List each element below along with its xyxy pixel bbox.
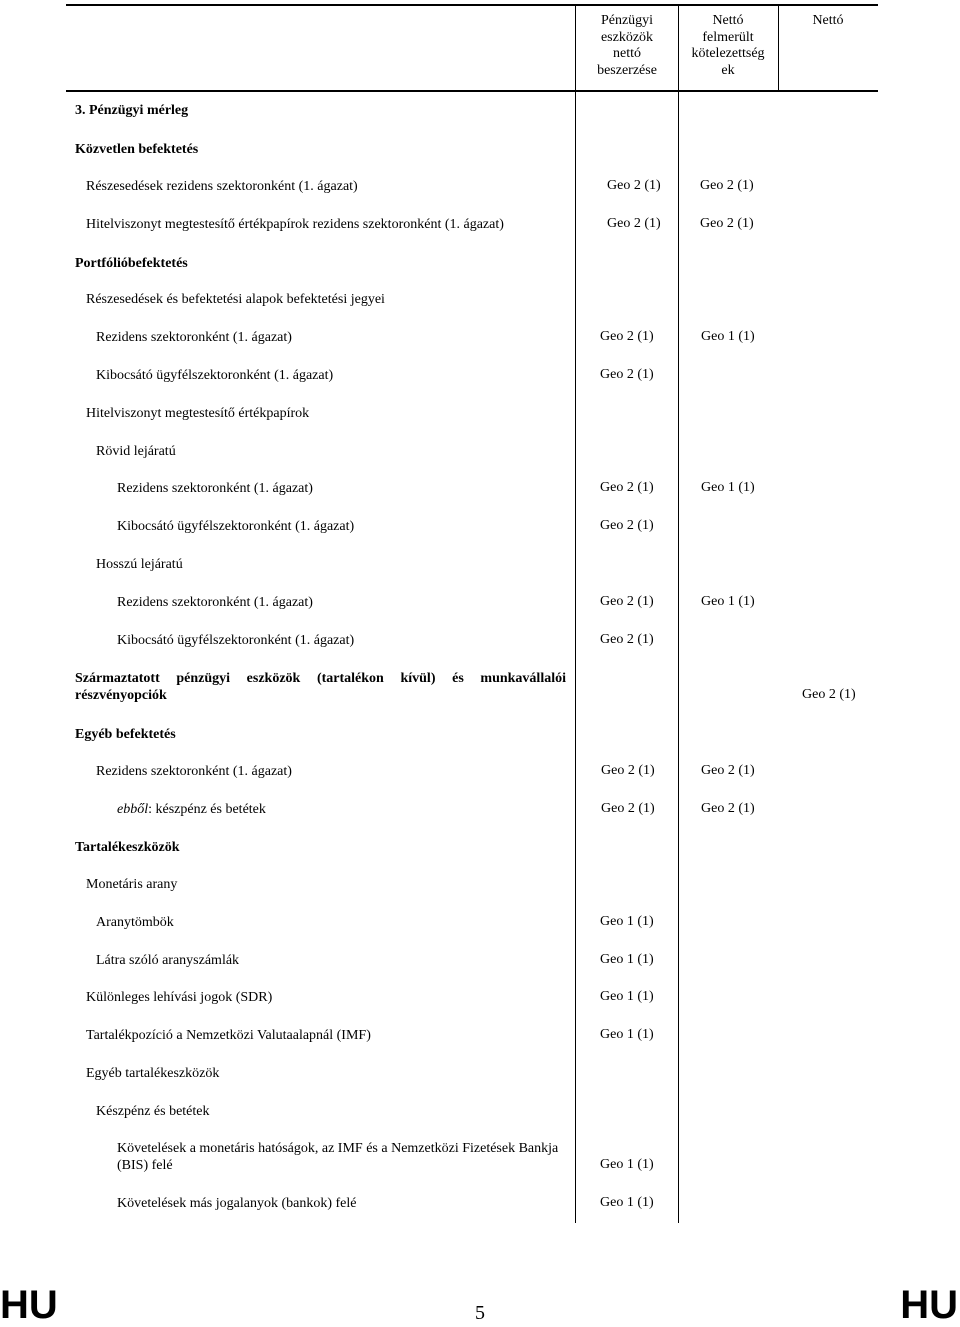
footer-language-code-right: HU (900, 1283, 958, 1327)
row-label: Kibocsátó ügyfélszektoronként (1. ágazat) (117, 519, 355, 534)
value-cell: Geo 1 (1) (701, 480, 755, 495)
value-cell: Geo 1 (1) (600, 952, 654, 967)
value-cell: Geo 2 (1) (700, 216, 754, 231)
row-label: Rezidens szektoronként (1. ágazat) (96, 330, 292, 345)
row-label-of-which (117, 801, 266, 818)
value-cell: Geo 2 (1) (600, 632, 654, 647)
row-label: Részesedések rezidens szektoronként (1. ágazat) (86, 179, 358, 194)
row-label: Követelések más jogalanyok (bankok) felé (117, 1196, 357, 1211)
row-label: Hitelviszonyt megtestesítő értékpapírok rezidens szektoronként (1. ágazat) (86, 217, 504, 232)
header-bottom-rule (66, 90, 878, 92)
row-label: : készpénz és betétek (148, 802, 266, 817)
column-header-liabilities: Nettó felmerült kötelezettség ek (691, 13, 765, 78)
row-label: Hosszú lejáratú (96, 557, 183, 572)
row-label: Követelések a monetáris hatóságok, az IMF és a Nemzetközi Fizetések Bankja (BIS) felé (117, 1141, 559, 1173)
value-cell: Geo 1 (1) (600, 989, 654, 1004)
row-label: Aranytömbök (96, 915, 174, 930)
column-header-net: Nettó (812, 13, 844, 28)
row-label: Különleges lehívási jogok (SDR) (86, 990, 273, 1005)
row-label: Rezidens szektoronként (1. ágazat) (117, 595, 313, 610)
footer-language-code-left: HU (0, 1283, 58, 1327)
value-cell: Geo 2 (1) (802, 687, 856, 702)
row-label: Tartalékpozíció a Nemzetközi Valutaalapnál (IMF) (86, 1028, 371, 1043)
of-which-italic: ebből (117, 802, 149, 817)
value-cell: Geo 2 (1) (601, 801, 655, 816)
value-cell: Geo 2 (1) (701, 763, 755, 778)
page-number: 5 (475, 1302, 485, 1324)
row-label-reserve-assets: Tartalékeszközök (75, 840, 180, 855)
header-top-rule (66, 4, 878, 6)
value-cell: Geo 1 (1) (600, 1027, 654, 1042)
value-cell: Geo 2 (1) (607, 216, 661, 231)
row-label-portfolio-investment: Portfólióbefektetés (75, 256, 188, 271)
section-title-financial-account: 3. Pénzügyi mérleg (75, 103, 189, 118)
row-label-other-investment: Egyéb befektetés (75, 727, 176, 742)
value-cell: Geo 1 (1) (701, 329, 755, 344)
column-divider (678, 4, 679, 1223)
row-label: Monetáris arany (86, 877, 178, 892)
value-cell: Geo 1 (1) (600, 914, 654, 929)
column-divider (778, 4, 779, 91)
row-label: Kibocsátó ügyfélszektoronként (1. ágazat) (96, 368, 334, 383)
value-cell: Geo 2 (1) (600, 480, 654, 495)
row-label: Kibocsátó ügyfélszektoronként (1. ágazat) (117, 633, 355, 648)
row-label-derivatives: Származtatott pénzügyi eszközök (tartalékon kívül) és munkavállalói részvényopciók (75, 671, 566, 703)
column-header-financial-assets: Pénzügyi eszközök nettó beszerzése (597, 13, 657, 78)
value-cell: Geo 2 (1) (600, 329, 654, 344)
value-cell: Geo 2 (1) (600, 594, 654, 609)
value-cell: Geo 2 (1) (601, 763, 655, 778)
row-label: Részesedések és befektetési alapok befektetési jegyei (86, 292, 385, 307)
row-label: Készpénz és betétek (96, 1104, 210, 1119)
value-cell: Geo 1 (1) (701, 594, 755, 609)
row-label: Rezidens szektoronként (1. ágazat) (117, 481, 313, 496)
column-divider (575, 4, 576, 1223)
value-cell: Geo 2 (1) (701, 801, 755, 816)
row-label: Egyéb tartalékeszközök (86, 1066, 220, 1081)
row-label: Rezidens szektoronként (1. ágazat) (96, 764, 292, 779)
row-label-direct-investment: Közvetlen befektetés (75, 142, 199, 157)
row-label: Hitelviszonyt megtestesítő értékpapírok (86, 406, 310, 421)
row-label: Rövid lejáratú (96, 444, 176, 459)
value-cell: Geo 1 (1) (600, 1157, 654, 1172)
value-cell: Geo 2 (1) (600, 518, 654, 533)
value-cell: Geo 2 (1) (600, 367, 654, 382)
row-label: Látra szóló aranyszámlák (96, 953, 240, 968)
value-cell: Geo 2 (1) (607, 178, 661, 193)
value-cell: Geo 2 (1) (700, 178, 754, 193)
value-cell: Geo 1 (1) (600, 1195, 654, 1210)
